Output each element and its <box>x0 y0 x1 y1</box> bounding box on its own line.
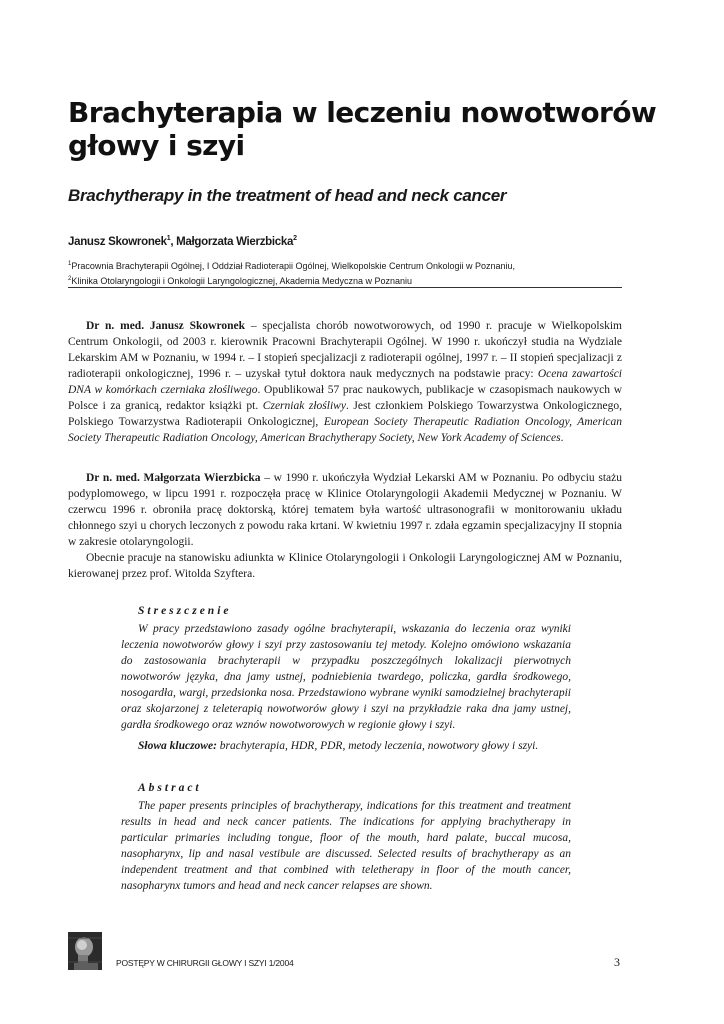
keywords-label: Słowa kluczowe: <box>138 740 217 752</box>
article-subtitle: Brachytherapy in the treatment of head and neck cancer <box>68 186 507 205</box>
affiliation-mark: 1 <box>68 261 72 267</box>
journal-footer: POSTĘPY W CHIRURGII GŁOWY I SZYI 1/2004 <box>116 958 294 968</box>
abstract-heading: Abstract <box>138 782 202 794</box>
affiliation-mark: 2 <box>68 275 72 282</box>
bio-text: – w 1990 r. ukończyła Wydział Lekarski AM w Poznaniu. Po odbyciu stażu podyplomowego, w lipcu 1991 r. rozpoczęła pracę w Klinice Otolaryngologii Akademii Medycznej w Poznaniu. W czerwcu 1996 r. obroniła pracę doktorską, której tematem była wartość ultrasonografii w monitorowaniu układu chłonnego szyi u chorych leczonych z powodu raka krtani. W kwietniu 1997 r. zdała egzamin specjalizacyjny II stopnia w zakresie otolaryngologii. <box>68 472 623 548</box>
streszczenie-heading: Streszczenie <box>138 605 232 617</box>
keywords-text: brachyterapia, HDR, PDR, metody leczenia, nowotwory głowy i szyi. <box>216 740 539 752</box>
bio-book-title: Czerniak złośliwy <box>262 400 346 412</box>
bio-name: Dr n. med. Małgorzata Wierzbicka <box>86 472 261 484</box>
journal-logo-icon <box>68 932 102 970</box>
bio-name: Dr n. med. Janusz Skowronek <box>86 320 245 332</box>
affiliation-item <box>68 273 628 288</box>
bio-text: . <box>560 432 564 444</box>
bio-paragraph: Obecnie pracuje na stanowisku adiunkta w Klinice Otolaryngologii i Onkologii Laryngologicznej AM w Poznaniu, kierowanej przez prof. Witolda Szyftera. <box>68 552 622 580</box>
bio-paragraph <box>68 470 622 550</box>
header-divider <box>68 287 622 288</box>
affiliations <box>68 258 628 287</box>
bio-thesis-title: Ocena zawartości DNA w komórkach czerniaka złośliwego <box>68 368 623 396</box>
author-1-affiliation-mark: 1 <box>166 235 171 242</box>
author-1: Janusz Skowronek <box>68 235 167 248</box>
bio-paragraph <box>68 318 622 446</box>
bio-text: . Opublikował 57 prac naukowych, publikacje w czasopismach naukowych w Polsce i za granicą, redaktor książki pt. <box>68 384 622 412</box>
streszczenie-text: W pracy przedstawiono zasady ogólne brachyterapii, wskazania do leczenia oraz wyniki leczenia nowotworów głowy i szyi przy zastosowaniu tej metody. Kolejno omówiono wskazania do zastosowania brachyterapii w przypadku poszczególnych lokalizacji pierwotnych nowotworów języka, dna jamy ustnej, podniebienia twardego, policzka, gardła środkowego, nosogardła, wargi, przedsionka nosa. Przedstawiono wybrane wyniki samodzielnej brachyterapii oraz skojarzonej z teleterapią nowotworów głowy i szyi na przykładzie raka dna jamy ustnej, gardła środkowego oraz wznów nowotworowych w regionie głowy i szyi. <box>121 623 571 731</box>
keywords <box>138 738 578 754</box>
affiliation-item <box>68 258 628 273</box>
abstract-section <box>121 780 571 894</box>
author-bio-wierzbicka <box>68 470 622 582</box>
bio-societies: European Society Therapeutic Radiation Oncology, American Society Therapeutic Radiation Oncology, American Brachytherapy Society, New York Academy of Sciences <box>68 416 622 444</box>
article-title: Brachyterapia w leczeniu nowotworów głowy i szyi <box>68 96 657 162</box>
author-2-affiliation-mark: 2 <box>293 235 297 242</box>
author-separator: , <box>170 235 177 248</box>
author-2: Małgorzata Wierzbicka <box>176 235 294 248</box>
bio-text: . Jest członkiem Polskiego Towarzystwa Onkologicznego, Polskiego Towarzystwa Radioterapii Onkologicznej, <box>68 400 622 428</box>
page-number: 3 <box>614 955 620 969</box>
abstract-text: The paper presents principles of brachytherapy, indications for this treatment and treatment results in head and neck cancer patients. The indications for applying brachytherapy in particular primaries including tongue, floor of the mouth, hard palate, buccal mucosa, nasopharynx, lip and nasal vestibule are discussed. Selected results of brachytherapy as an independent treatment and that combined with teletherapy in floor of the mouth cancer, nasopharynx tumors and head and neck cancer relapses are shown. <box>121 800 571 892</box>
streszczenie-section <box>121 603 571 733</box>
affiliation-text: Klinika Otolaryngologii i Onkologii Laryngologicznej, Akademia Medyczna w Poznaniu <box>71 275 413 286</box>
author-bio-skowronek <box>68 318 622 446</box>
bio-text: – specjalista chorób nowotworowych, od 1990 r. pracuje w Wielkopolskim Centrum Onkologii, od 2003 r. kierownik Pracowni Brachyterapii Ogólnej. W 1990 r. ukończył studia na Wydziale Lekarskim AM w Poznaniu, w 1994 r. – I stopień specjalizacji z radioterapii ogólnej, 1997 r. – II stopień specjalizacji z radioterapii onkologicznej, 1996 r. – uzyskał tytuł doktora nauk medycznych na podstawie pracy: <box>68 320 622 380</box>
affiliation-text: Pracownia Brachyterapii Ogólnej, I Oddział Radioterapii Ogólnej, Wielkopolskie Centrum Onkologii w Poznaniu, <box>71 261 516 271</box>
author-line <box>68 232 668 249</box>
